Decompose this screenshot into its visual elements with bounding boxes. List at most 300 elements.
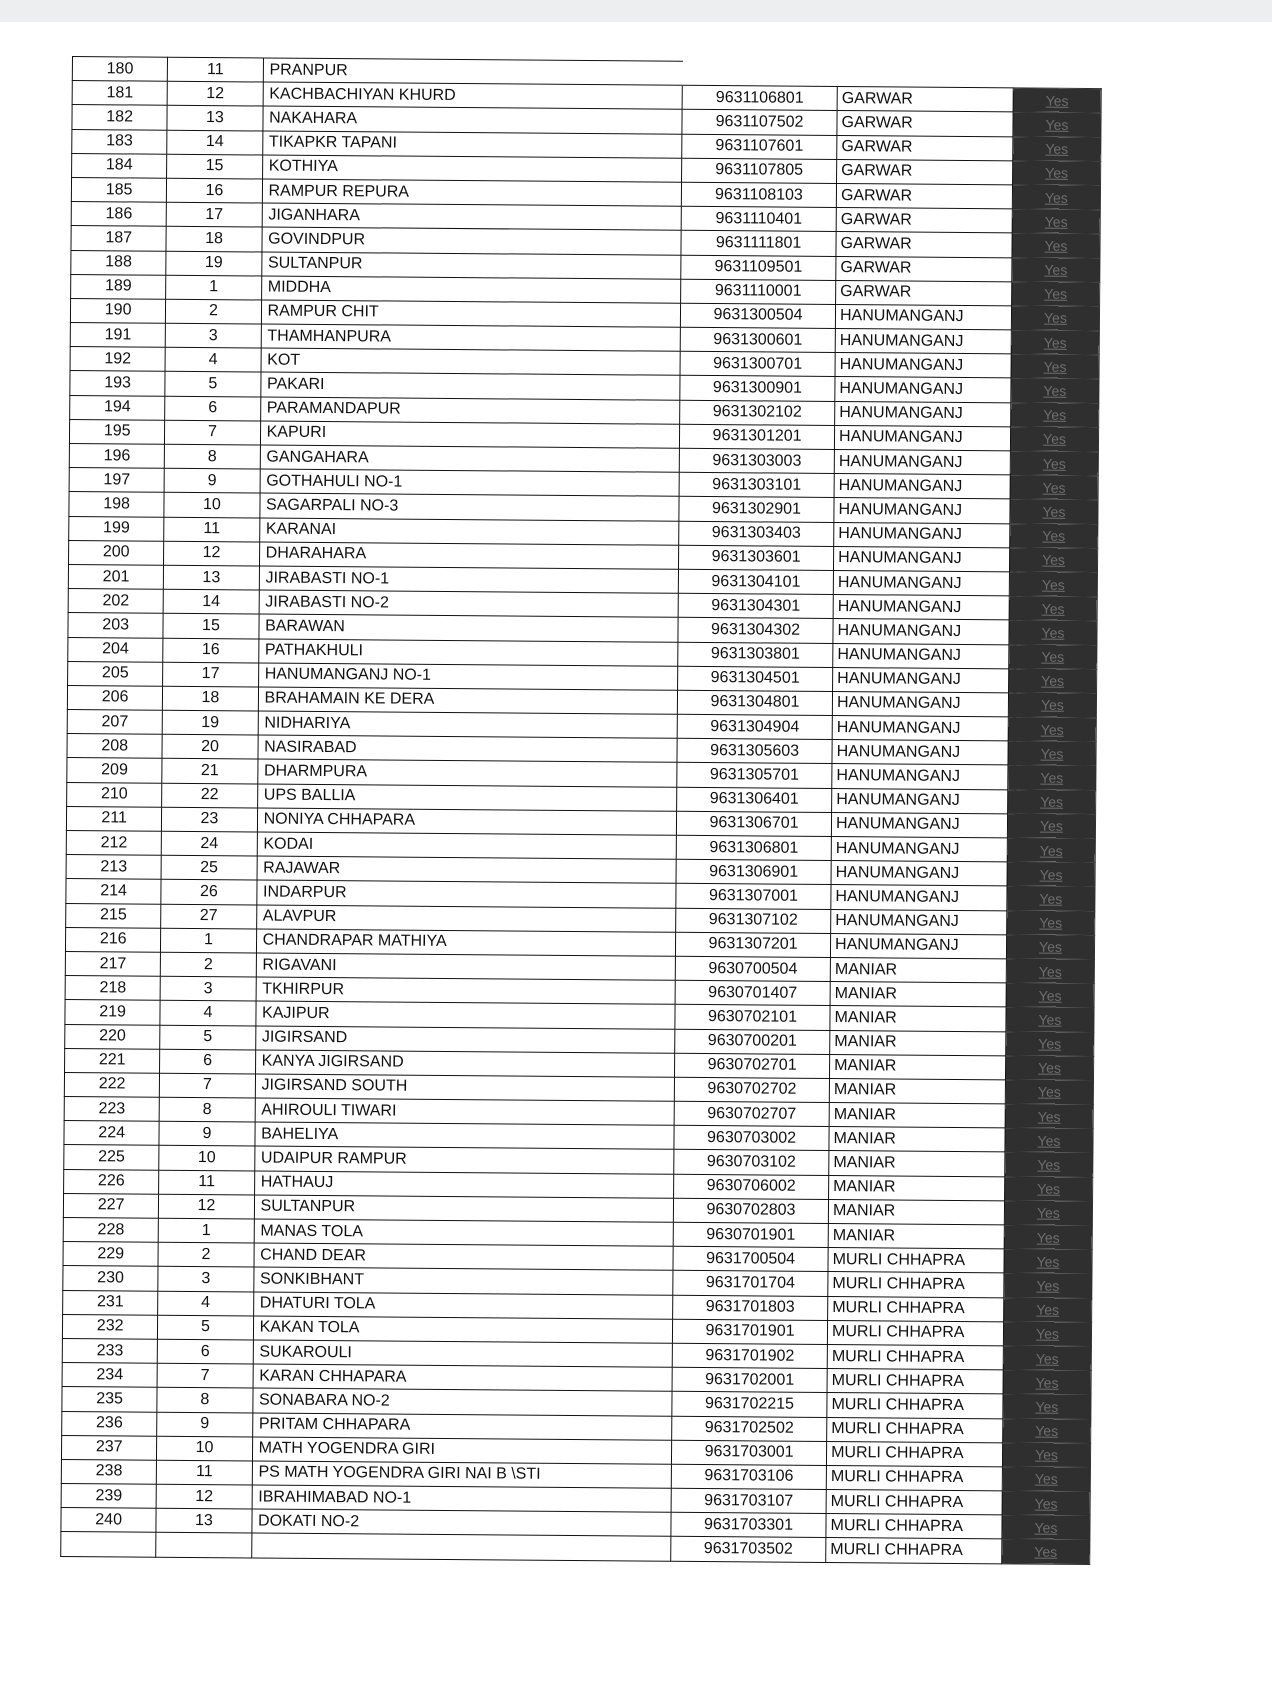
serial-number-cell: 218 xyxy=(65,976,160,1001)
school-name-cell: CHANDRAPAR MATHIYA xyxy=(256,929,676,956)
block-name-cell: HANUMANGANJ xyxy=(833,619,1009,645)
status-cell: Yes xyxy=(1005,1152,1093,1177)
sub-number-cell: 22 xyxy=(162,783,257,808)
udise-code-cell: 9631304101 xyxy=(678,569,833,594)
status-cell: Yes xyxy=(1013,136,1101,161)
status-cell: Yes xyxy=(1006,1007,1094,1032)
serial-number-cell: 240 xyxy=(61,1508,156,1533)
block-name-cell: HANUMANGANJ xyxy=(832,740,1008,766)
sub-number-cell: 8 xyxy=(165,444,260,469)
school-name-cell: DHATURI TOLA xyxy=(253,1292,673,1319)
sub-number-cell: 12 xyxy=(164,541,259,566)
block-name-cell: MURLI CHHAPRA xyxy=(827,1320,1003,1346)
status-cell: Yes xyxy=(1006,1031,1094,1056)
school-name-cell: KAJIPUR xyxy=(255,1001,675,1028)
block-name-cell: MURLI CHHAPRA xyxy=(827,1393,1003,1419)
udise-code-cell: 9631307201 xyxy=(675,932,830,957)
block-name-cell: MANIAR xyxy=(829,1175,1005,1201)
serial-number-cell: 235 xyxy=(62,1387,157,1412)
block-name-cell: MURLI CHHAPRA xyxy=(827,1417,1003,1443)
sub-number-cell: 23 xyxy=(162,807,257,832)
udise-code-cell: 9631108103 xyxy=(681,182,836,207)
school-name-cell: PARAMANDAPUR xyxy=(260,397,680,424)
school-name-cell: KARAN CHHAPARA xyxy=(253,1364,673,1391)
school-name-cell xyxy=(251,1533,671,1560)
status-cell: Yes xyxy=(1002,1539,1090,1564)
serial-number-cell: 195 xyxy=(69,419,164,444)
school-name-cell: DOKATI NO-2 xyxy=(251,1509,671,1536)
school-name-cell: JIGIRSAND xyxy=(255,1025,675,1052)
udise-code-cell: 9631107601 xyxy=(682,134,837,159)
block-name-cell: GARWAR xyxy=(836,183,1012,209)
serial-number-cell: 198 xyxy=(69,492,164,517)
status-cell: Yes xyxy=(1002,1515,1090,1540)
status-cell: Yes xyxy=(1012,209,1100,234)
school-name-cell: TIKAPKR TAPANI xyxy=(262,131,682,158)
sub-number-cell: 6 xyxy=(158,1339,253,1364)
block-name-cell: HANUMANGANJ xyxy=(832,788,1008,814)
school-name-cell: NASIRABAD xyxy=(258,735,678,762)
block-name-cell: MANIAR xyxy=(830,957,1006,983)
sub-number-cell: 1 xyxy=(166,275,261,300)
school-list-table xyxy=(60,56,1102,1565)
status-cell: Yes xyxy=(1006,935,1094,960)
block-name-cell: HANUMANGANJ xyxy=(835,329,1011,355)
school-name-cell: NIDHARIYA xyxy=(258,711,678,738)
status-cell: Yes xyxy=(1005,1128,1093,1153)
sub-number-cell: 13 xyxy=(167,106,262,131)
status-cell: Yes xyxy=(1010,523,1098,548)
scanned-sheet xyxy=(60,56,1102,1565)
status-cell: Yes xyxy=(1013,88,1101,113)
serial-number-cell: 226 xyxy=(64,1169,159,1194)
school-name-cell: GOTHAHULI NO-1 xyxy=(260,469,680,496)
serial-number-cell: 200 xyxy=(69,540,164,565)
school-name-cell: AHIROULI TIWARI xyxy=(255,1098,675,1125)
status-cell: Yes xyxy=(1011,403,1099,428)
school-name-cell: BAHELIYA xyxy=(255,1122,675,1149)
block-name-cell: MANIAR xyxy=(828,1199,1004,1225)
udise-code-cell: 9630700504 xyxy=(675,956,830,981)
school-name-cell: KODAI xyxy=(257,832,677,859)
sub-number-cell: 19 xyxy=(166,251,261,276)
udise-code-cell: 9630701901 xyxy=(673,1222,828,1247)
sub-number-cell: 5 xyxy=(158,1315,253,1340)
serial-number-cell: 203 xyxy=(68,613,163,638)
block-name-cell: MANIAR xyxy=(830,1030,1006,1056)
serial-number-cell: 206 xyxy=(67,685,162,710)
serial-number-cell: 238 xyxy=(61,1459,156,1484)
status-cell: Yes xyxy=(1008,741,1096,766)
sub-number-cell: 16 xyxy=(167,178,262,203)
udise-code-cell: 9631300504 xyxy=(680,303,835,328)
udise-code-cell: 9631703001 xyxy=(672,1440,827,1465)
school-name-cell: PRITAM CHHAPARA xyxy=(252,1412,672,1439)
status-cell: Yes xyxy=(1010,427,1098,452)
sub-number-cell: 9 xyxy=(159,1121,254,1146)
serial-number-cell: 212 xyxy=(66,830,161,855)
status-cell: Yes xyxy=(1009,669,1097,694)
sub-number-cell: 20 xyxy=(162,734,257,759)
school-name-cell: NONIYA CHHAPARA xyxy=(257,808,677,835)
block-name-cell: HANUMANGANJ xyxy=(832,691,1008,717)
udise-code-cell: 9630706002 xyxy=(674,1174,829,1199)
status-cell: Yes xyxy=(1005,1056,1093,1081)
school-name-cell: RAJAWAR xyxy=(257,856,677,883)
block-name-cell: HANUMANGANJ xyxy=(831,861,1007,887)
udise-code-cell: 9631304801 xyxy=(677,690,832,715)
status-cell: Yes xyxy=(1002,1467,1090,1492)
sub-number-cell: 16 xyxy=(163,638,258,663)
serial-number-cell: 222 xyxy=(64,1072,159,1097)
school-name-cell: JIGIRSAND SOUTH xyxy=(255,1074,675,1101)
status-cell: Yes xyxy=(1002,1491,1090,1516)
sub-number-cell: 25 xyxy=(161,855,256,880)
sub-number-cell: 12 xyxy=(159,1194,254,1219)
udise-code-cell: 9630702803 xyxy=(673,1198,828,1223)
status-cell: Yes xyxy=(1006,983,1094,1008)
status-cell: Yes xyxy=(1003,1394,1091,1419)
sub-number-cell: 15 xyxy=(163,614,258,639)
block-name-cell: MANIAR xyxy=(829,1151,1005,1177)
sub-number-cell: 6 xyxy=(165,396,260,421)
block-name-cell: HANUMANGANJ xyxy=(834,546,1010,572)
sub-number-cell: 4 xyxy=(158,1291,253,1316)
sub-number-cell: 13 xyxy=(164,565,259,590)
status-cell: Yes xyxy=(1005,1104,1093,1129)
school-name-cell: SUKAROULI xyxy=(253,1340,673,1367)
sub-number-cell: 2 xyxy=(161,952,256,977)
serial-number-cell: 186 xyxy=(71,202,166,227)
status-cell: Yes xyxy=(1008,765,1096,790)
block-name-cell: GARWAR xyxy=(837,159,1013,185)
udise-code-cell: 9631304302 xyxy=(678,618,833,643)
school-name-cell: GANGAHARA xyxy=(260,445,680,472)
udise-code-cell: 9631111801 xyxy=(681,231,836,256)
table-body xyxy=(61,57,1102,1565)
udise-code-cell: 9631701901 xyxy=(672,1319,827,1344)
block-name-cell: HANUMANGANJ xyxy=(834,522,1010,548)
serial-number-cell: 205 xyxy=(68,661,163,686)
udise-code-cell: 9631703301 xyxy=(671,1513,826,1538)
block-name-cell: MURLI CHHAPRA xyxy=(826,1490,1002,1516)
serial-number-cell: 239 xyxy=(61,1484,156,1509)
school-name-cell: UDAIPUR RAMPUR xyxy=(254,1146,674,1173)
school-name-cell: SONKIBHANT xyxy=(253,1267,673,1294)
serial-number-cell xyxy=(61,1532,156,1557)
sub-number-cell: 10 xyxy=(164,493,259,518)
status-cell: Yes xyxy=(1010,499,1098,524)
block-name-cell: GARWAR xyxy=(837,87,1013,113)
serial-number-cell: 210 xyxy=(67,782,162,807)
status-cell: Yes xyxy=(1012,233,1100,258)
udise-code-cell: 9630702701 xyxy=(675,1053,830,1078)
status-cell: Yes xyxy=(1008,693,1096,718)
status-cell: Yes xyxy=(1011,306,1099,331)
serial-number-cell: 227 xyxy=(63,1193,158,1218)
status-cell: Yes xyxy=(1004,1225,1092,1250)
status-cell: Yes xyxy=(1009,620,1097,645)
block-name-cell: MURLI CHHAPRA xyxy=(828,1272,1004,1298)
school-name-cell: PS MATH YOGENDRA GIRI NAI B \STI xyxy=(252,1461,672,1488)
block-name-cell: HANUMANGANJ xyxy=(833,595,1009,621)
school-name-cell: RAMPUR CHIT xyxy=(261,300,681,327)
block-name-cell: HANUMANGANJ xyxy=(835,401,1011,427)
serial-number-cell: 181 xyxy=(72,81,167,106)
status-cell: Yes xyxy=(1010,475,1098,500)
status-cell: Yes xyxy=(1009,596,1097,621)
udise-code-cell: 9631700504 xyxy=(673,1246,828,1271)
status-cell: Yes xyxy=(1011,330,1099,355)
status-cell: Yes xyxy=(1004,1297,1092,1322)
udise-code-cell: 9630700201 xyxy=(675,1029,830,1054)
serial-number-cell: 214 xyxy=(66,879,161,904)
block-name-cell: HANUMANGANJ xyxy=(834,498,1010,524)
school-name-cell: SULTANPUR xyxy=(261,251,681,278)
school-name-cell: BRAHAMAIN KE DERA xyxy=(258,687,678,714)
block-name-cell: MURLI CHHAPRA xyxy=(827,1441,1003,1467)
serial-number-cell: 216 xyxy=(65,927,160,952)
block-name-cell: HANUMANGANJ xyxy=(833,643,1009,669)
block-name-cell: HANUMANGANJ xyxy=(831,885,1007,911)
block-name-cell: MURLI CHHAPRA xyxy=(828,1296,1004,1322)
udise-code-cell: 9631303403 xyxy=(679,521,834,546)
udise-code-cell: 9631300601 xyxy=(680,327,835,352)
status-cell: Yes xyxy=(1003,1322,1091,1347)
sub-number-cell: 2 xyxy=(166,299,261,324)
school-name-cell: SONABARA NO-2 xyxy=(252,1388,672,1415)
udise-code-cell: 9631703502 xyxy=(671,1537,826,1562)
school-name-cell: MATH YOGENDRA GIRI xyxy=(252,1437,672,1464)
status-cell: Yes xyxy=(1009,644,1097,669)
status-cell: Yes xyxy=(1004,1273,1092,1298)
school-name-cell: KAPURI xyxy=(260,421,680,448)
udise-code-cell: 9631300701 xyxy=(680,352,835,377)
block-name-cell: HANUMANGANJ xyxy=(831,909,1007,935)
serial-number-cell: 224 xyxy=(64,1121,159,1146)
school-name-cell: RAMPUR REPURA xyxy=(262,179,682,206)
udise-code-cell: 9630702707 xyxy=(674,1101,829,1126)
block-name-cell: MANIAR xyxy=(828,1223,1004,1249)
block-name-cell: MURLI CHHAPRA xyxy=(828,1248,1004,1274)
serial-number-cell: 236 xyxy=(62,1411,157,1436)
school-name-cell: SAGARPALI NO-3 xyxy=(259,493,679,520)
school-name-cell: KOTHIYA xyxy=(262,155,682,182)
viewer-top-bar xyxy=(0,0,1272,22)
block-name-cell xyxy=(837,63,1013,89)
serial-number-cell: 184 xyxy=(72,153,167,178)
sub-number-cell: 3 xyxy=(158,1267,253,1292)
status-cell: Yes xyxy=(1007,910,1095,935)
block-name-cell: HANUMANGANJ xyxy=(833,570,1009,596)
status-cell: Yes xyxy=(1005,1080,1093,1105)
udise-code-cell: 9631303801 xyxy=(678,642,833,667)
udise-code-cell: 9631303101 xyxy=(679,472,834,497)
serial-number-cell: 192 xyxy=(70,347,165,372)
sub-number-cell: 10 xyxy=(157,1436,252,1461)
serial-number-cell: 233 xyxy=(62,1338,157,1363)
udise-code-cell: 9631306901 xyxy=(676,859,831,884)
udise-code-cell: 9631302901 xyxy=(679,497,834,522)
sub-number-cell: 27 xyxy=(161,904,256,929)
block-name-cell: HANUMANGANJ xyxy=(831,836,1007,862)
block-name-cell: MANIAR xyxy=(830,1054,1006,1080)
serial-number-cell: 211 xyxy=(66,806,161,831)
block-name-cell: MURLI CHHAPRA xyxy=(827,1369,1003,1395)
udise-code-cell: 9631703106 xyxy=(671,1464,826,1489)
serial-number-cell: 182 xyxy=(72,105,167,130)
udise-code-cell: 9631305701 xyxy=(677,763,832,788)
school-name-cell: NAKAHARA xyxy=(263,106,683,133)
sub-number-cell: 4 xyxy=(160,1001,255,1026)
sub-number-cell: 13 xyxy=(156,1508,251,1533)
sub-number-cell: 7 xyxy=(157,1363,252,1388)
sub-number-cell: 24 xyxy=(162,831,257,856)
school-name-cell: THAMHANPURA xyxy=(261,324,681,351)
udise-code-cell: 9631306401 xyxy=(677,787,832,812)
serial-number-cell: 193 xyxy=(70,371,165,396)
school-name-cell: JIRABASTI NO-2 xyxy=(259,590,679,617)
school-name-cell: KANYA JIGIRSAND xyxy=(255,1050,675,1077)
school-name-cell: PRANPUR xyxy=(263,58,683,85)
udise-code-cell: 9630701407 xyxy=(675,980,830,1005)
sub-number-cell: 14 xyxy=(163,589,258,614)
status-cell: Yes xyxy=(1002,1443,1090,1468)
school-name-cell: ALAVPUR xyxy=(256,905,676,932)
status-cell: Yes xyxy=(1012,185,1100,210)
serial-number-cell: 190 xyxy=(70,298,165,323)
school-name-cell: MANAS TOLA xyxy=(254,1219,674,1246)
serial-number-cell: 191 xyxy=(70,323,165,348)
udise-code-cell: 9631702215 xyxy=(672,1392,827,1417)
serial-number-cell: 208 xyxy=(67,734,162,759)
udise-code-cell: 9631110001 xyxy=(681,279,836,304)
status-cell: Yes xyxy=(1012,282,1100,307)
status-cell: Yes xyxy=(1009,548,1097,573)
sub-number-cell: 26 xyxy=(161,880,256,905)
serial-number-cell: 194 xyxy=(70,395,165,420)
serial-number-cell: 209 xyxy=(67,758,162,783)
udise-code-cell: 9631702001 xyxy=(672,1367,827,1392)
sub-number-cell: 17 xyxy=(163,662,258,687)
block-name-cell: MURLI CHHAPRA xyxy=(827,1344,1003,1370)
block-name-cell: MANIAR xyxy=(830,1006,1006,1032)
udise-code-cell: 9631701902 xyxy=(672,1343,827,1368)
school-name-cell: JIGANHARA xyxy=(262,203,682,230)
sub-number-cell: 11 xyxy=(168,57,263,82)
school-name-cell: KOT xyxy=(261,348,681,375)
udise-code-cell: 9630702702 xyxy=(674,1077,829,1102)
status-cell: Yes xyxy=(1003,1418,1091,1443)
serial-number-cell: 202 xyxy=(68,589,163,614)
block-name-cell: MURLI CHHAPRA xyxy=(826,1538,1002,1564)
sub-number-cell: 18 xyxy=(166,227,261,252)
serial-number-cell: 213 xyxy=(66,855,161,880)
udise-code-cell: 9631107502 xyxy=(682,110,837,135)
status-cell xyxy=(1013,64,1101,89)
status-cell: Yes xyxy=(1005,1176,1093,1201)
block-name-cell: HANUMANGANJ xyxy=(830,933,1006,959)
block-name-cell: HANUMANGANJ xyxy=(835,377,1011,403)
sub-number-cell: 15 xyxy=(167,154,262,179)
block-name-cell: HANUMANGANJ xyxy=(835,304,1011,330)
udise-code-cell xyxy=(682,61,837,86)
block-name-cell: MURLI CHHAPRA xyxy=(826,1514,1002,1540)
udise-code-cell: 9631109501 xyxy=(681,255,836,280)
sub-number-cell: 18 xyxy=(163,686,258,711)
sub-number-cell: 17 xyxy=(166,202,261,227)
school-name-cell: PATHAKHULI xyxy=(258,638,678,665)
sub-number-cell: 11 xyxy=(159,1170,254,1195)
sub-number-cell: 3 xyxy=(160,976,255,1001)
block-name-cell: HANUMANGANJ xyxy=(835,353,1011,379)
serial-number-cell: 189 xyxy=(71,274,166,299)
serial-number-cell: 204 xyxy=(68,637,163,662)
sub-number-cell: 8 xyxy=(159,1097,254,1122)
status-cell: Yes xyxy=(1008,789,1096,814)
status-cell: Yes xyxy=(1004,1249,1092,1274)
status-cell: Yes xyxy=(1010,451,1098,476)
serial-number-cell: 232 xyxy=(62,1314,157,1339)
serial-number-cell: 231 xyxy=(63,1290,158,1315)
sub-number-cell: 21 xyxy=(162,759,257,784)
status-cell: Yes xyxy=(1008,717,1096,742)
school-name-cell: HANUMANGANJ NO-1 xyxy=(258,663,678,690)
block-name-cell: MANIAR xyxy=(829,1127,1005,1153)
block-name-cell: HANUMANGANJ xyxy=(834,474,1010,500)
status-cell: Yes xyxy=(1007,862,1095,887)
status-cell: Yes xyxy=(1007,814,1095,839)
serial-number-cell: 185 xyxy=(71,177,166,202)
sub-number-cell: 9 xyxy=(157,1412,252,1437)
sub-number-cell: 11 xyxy=(164,517,259,542)
serial-number-cell: 228 xyxy=(63,1217,158,1242)
udise-code-cell: 9630703002 xyxy=(674,1126,829,1151)
sub-number-cell: 7 xyxy=(165,420,260,445)
status-cell: Yes xyxy=(1011,378,1099,403)
school-name-cell: DHARMPURA xyxy=(257,759,677,786)
serial-number-cell: 196 xyxy=(69,443,164,468)
block-name-cell: GARWAR xyxy=(836,208,1012,234)
block-name-cell: HANUMANGANJ xyxy=(834,425,1010,451)
serial-number-cell: 183 xyxy=(72,129,167,154)
status-cell: Yes xyxy=(1003,1346,1091,1371)
status-cell: Yes xyxy=(1013,112,1101,137)
udise-code-cell: 9631304501 xyxy=(678,666,833,691)
school-name-cell: CHAND DEAR xyxy=(254,1243,674,1270)
status-cell: Yes xyxy=(1013,161,1101,186)
status-cell: Yes xyxy=(1012,257,1100,282)
udise-code-cell: 9631306801 xyxy=(676,835,831,860)
udise-code-cell: 9631306701 xyxy=(676,811,831,836)
udise-code-cell: 9631300901 xyxy=(680,376,835,401)
school-name-cell: TKHIRPUR xyxy=(256,977,676,1004)
block-name-cell: HANUMANGANJ xyxy=(831,812,1007,838)
udise-code-cell: 9631303003 xyxy=(679,448,834,473)
udise-code-cell: 9631303601 xyxy=(679,545,834,570)
udise-code-cell: 9630702101 xyxy=(675,1005,830,1030)
serial-number-cell: 188 xyxy=(71,250,166,275)
udise-code-cell: 9631302102 xyxy=(680,400,835,425)
block-name-cell: MANIAR xyxy=(830,982,1006,1008)
sub-number-cell: 2 xyxy=(158,1242,253,1267)
block-name-cell: GARWAR xyxy=(836,280,1012,306)
sub-number-cell: 1 xyxy=(161,928,256,953)
school-name-cell: SULTANPUR xyxy=(254,1195,674,1222)
sub-number-cell: 14 xyxy=(167,130,262,155)
status-cell: Yes xyxy=(1009,572,1097,597)
school-name-cell: RIGAVANI xyxy=(256,953,676,980)
